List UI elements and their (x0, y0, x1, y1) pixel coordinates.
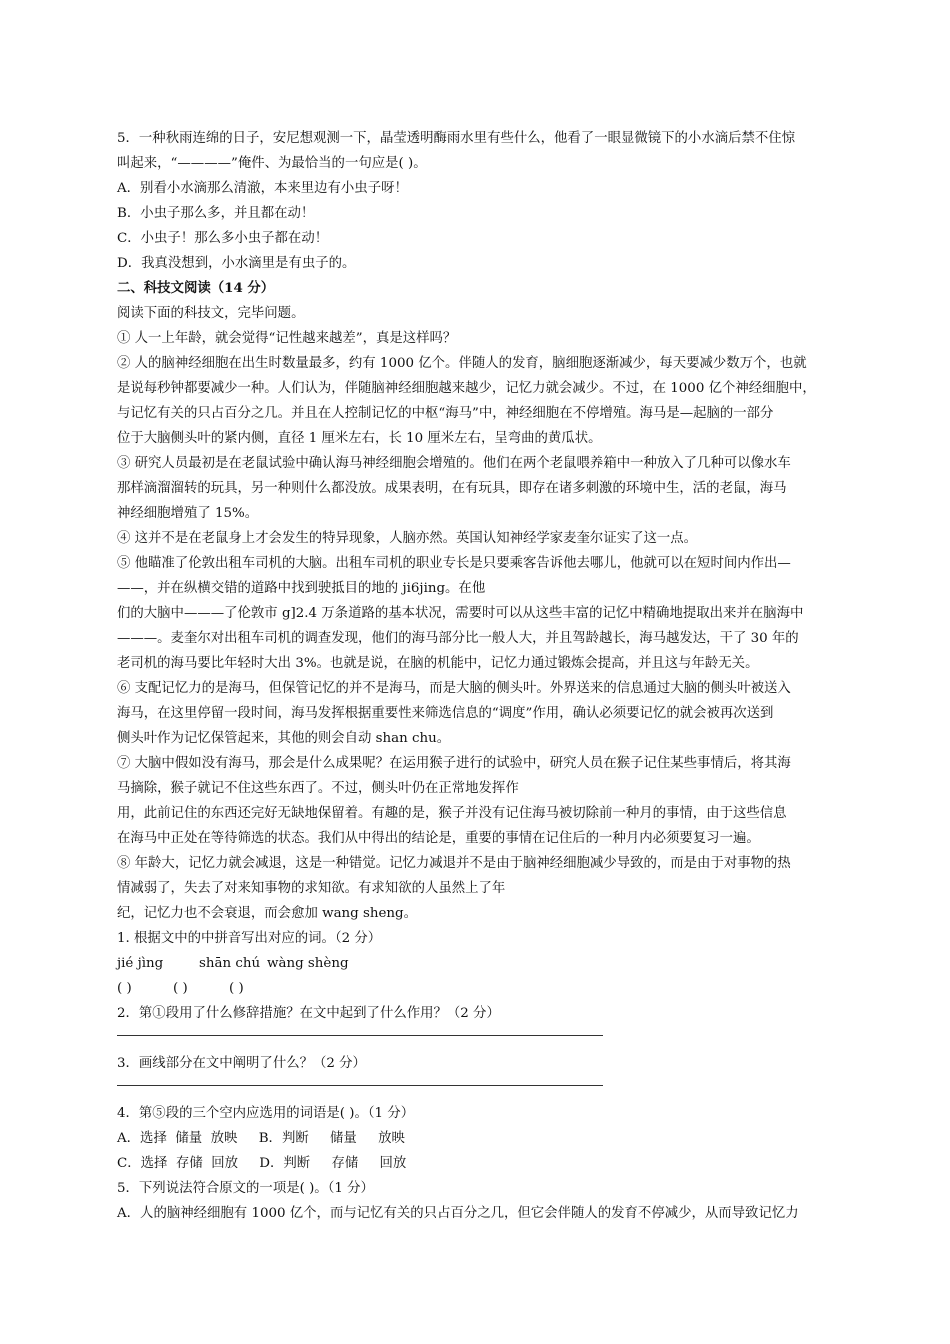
pinyin-wangsheng: wàng shèng (267, 956, 349, 971)
article-paragraph-5-line4: ———。麦奎尔对出租车司机的调查发现，他们的海马部分比一般人大，并且驾龄越长，海马越发达，干了 30 年的 (117, 631, 799, 646)
prev-q5-option-b: B．小虫子那么多，并且都在动！ (117, 206, 315, 221)
article-paragraph-5-line2: ——，并在纵横交错的道路中找到驶抵目的地的 ji6jing。在他 (117, 581, 486, 596)
answer-blank-1[interactable]: ( ) (117, 981, 132, 996)
prev-q5-option-a: A．别看小水滴那么清澈，本来里边有小虫子呀！ (117, 181, 408, 196)
prev-q5-option-c: C．小虫子！那么多小虫子都在动！ (117, 231, 329, 246)
article-paragraph-8-line2: 情减弱了，失去了对来知事物的求知欲。有求知欲的人虽然上了年 (117, 881, 506, 896)
article-paragraph-3-line3: 神经细胞增殖了 15%。 (117, 506, 259, 521)
question-4-options-ab: A．选择 储量 放映 B．判断 储量 放映 (117, 1131, 405, 1146)
article-paragraph-8-line3: 纪，记忆力也不会衰退，而会愈加 wang sheng。 (117, 906, 418, 921)
pinyin-jiejing: jié jìng (117, 956, 164, 971)
prev-q5-stem-line2: 叫起来，“————”俺件、为最恰当的一句应是( )。 (117, 156, 427, 171)
article-paragraph-4: ④ 这并不是在老鼠身上才会发生的特异现象，人脑亦然。英国认知神经学家麦奎尔证实了这一点。 (117, 531, 698, 546)
article-paragraph-1: ① 人一上年龄，就会觉得“记性越来越差”，真是这样吗？ (117, 331, 457, 346)
article-paragraph-3-line1: ③ 研究人员最初是在老鼠试验中确认海马神经细胞会增殖的。他们在两个老鼠喂养箱中一种放入了几种可以像水车 (117, 456, 791, 471)
question-1-pinyin-row (117, 951, 852, 976)
article-paragraph-6-line1: ⑥ 支配记忆力的是海马，但保管记忆的并不是海马，而是大脑的侧头叶。外界送来的信息通过大脑的侧头叶被送入 (117, 681, 791, 696)
article-paragraph-8-line1: ⑧ 年龄大，记忆力就会减退，这是一种错觉。记忆力减退并不是由于脑神经细胞减少导致的，而是由于对事物的热 (117, 856, 791, 871)
document-page (117, 126, 852, 1226)
article-paragraph-3-line2: 那样滴溜溜转的玩具，另一种则什么都没放。成果表明，在有玩具，即存在诸多刺激的环境中生，活的老鼠，海马 (117, 481, 787, 496)
question-4-options-cd: C．选择 存储 回放 D．判断 存储 回放 (117, 1156, 407, 1171)
answer-blank-3[interactable]: ( ) (229, 981, 244, 996)
section-title: 二、科技文阅读（14 分） (117, 280, 275, 296)
question-5-option-a: A．人的脑神经细胞有 1000 亿个，而与记忆有关的只占百分之几，但它会伴随人的发育不停减少，从而导致记忆力 (117, 1206, 799, 1221)
prev-q5-option-d: D．我真没想到，小水滴里是有虫子的。 (117, 256, 356, 271)
article-paragraph-7-line1: ⑦ 大脑中假如没有海马，那会是什么成果呢？在运用猴子进行的试验中，研究人员在猴子记住某些事情后，将其海 (117, 756, 791, 771)
question-2: 2．第①段用了什么修辞措施？在文中起到了什么作用？（2 分） (117, 1006, 500, 1021)
prev-q5-stem-line1: 5．一种秋雨连绵的日子，安尼想观测一下，晶莹透明酶雨水里有些什么，他看了一眼显微镜下的小水滴后禁不住惊 (117, 131, 796, 146)
article-paragraph-7-line3: 用，此前记住的东西还完好无缺地保留着。有趣的是，猴子并没有记住海马被切除前一种月的事情，由于这些信息 (117, 806, 787, 821)
article-paragraph-2-line1: ② 人的脑神经细胞在出生时数量最多，约有 1000 亿个。伴随人的发育，脑细胞逐渐减少，每天要减少数万个，也就 (117, 356, 807, 371)
article-paragraph-6-line3: 侧头叶作为记忆保管起来，其他的则会自动 shan chu。 (117, 731, 451, 746)
article-paragraph-2-line3: 与记忆有关的只占百分之几。并且在人控制记忆的中枢“海马”中，神经细胞在不停增殖。海马是—起脑的一部分 (117, 406, 774, 421)
question-3: 3．画线部分在文中阐明了什么？（2 分） (117, 1056, 366, 1071)
article-paragraph-5-line3: 们的大脑中———了伦敦市 g]2.4 万条道路的基本状况，需要时可以从这些丰富的记忆中精确地提取出来并在脑海中 (117, 606, 804, 621)
article-paragraph-7-line2: 马摘除，猴子就记不住这些东西了。不过，侧头叶仍在正常地发挥作 (117, 781, 519, 796)
question-1: 1. 根据文中的中拼音写出对应的词。（2 分） (117, 931, 382, 946)
section-intro: 阅读下面的科技文，完毕问题。 (117, 306, 305, 321)
pinyin-shanchu: shān chú (199, 956, 261, 971)
article-paragraph-5-line1: ⑤ 他瞄准了伦敦出租车司机的大脑。出租车司机的职业专长是只要乘客告诉他去哪儿，他就可以在短时间内作出— (117, 556, 791, 571)
question-2-answer-line[interactable] (117, 1026, 852, 1051)
article-paragraph-5-line5: 老司机的海马要比年轻时大出 3%。也就是说，在脑的机能中，记忆力通过锻炼会提高，并且这与年龄无关。 (117, 656, 759, 671)
question-3-answer-line[interactable] (117, 1076, 852, 1101)
article-paragraph-7-line4: 在海马中正处在等待筛选的状态。我们从中得出的结论是，重要的事情在记住后的一种月内必须要复习一遍。 (117, 831, 760, 846)
question-4: 4．第⑤段的三个空内应选用的词语是( )。（1 分） (117, 1106, 415, 1121)
question-5: 5．下列说法符合原文的一项是( )。（1 分） (117, 1181, 374, 1196)
question-1-answer-blanks (117, 976, 852, 1001)
article-paragraph-6-line2: 海马，在这里停留一段时间，海马发挥根据重要性来筛选信息的“调度”作用，确认必须要记忆的就会被再次送到 (117, 706, 774, 721)
answer-blank-2[interactable]: ( ) (173, 981, 188, 996)
article-paragraph-2-line2: 是说每秒钟都要减少一种。人们认为，伴随脑神经细胞越来越少，记忆力就会减少。不过，在 1000 亿个神经细胞中， (117, 381, 816, 396)
article-paragraph-2-line4: 位于大脑侧头叶的紧内侧，直径 1 厘米左右，长 10 厘米左右，呈弯曲的黄瓜状。 (117, 431, 602, 446)
